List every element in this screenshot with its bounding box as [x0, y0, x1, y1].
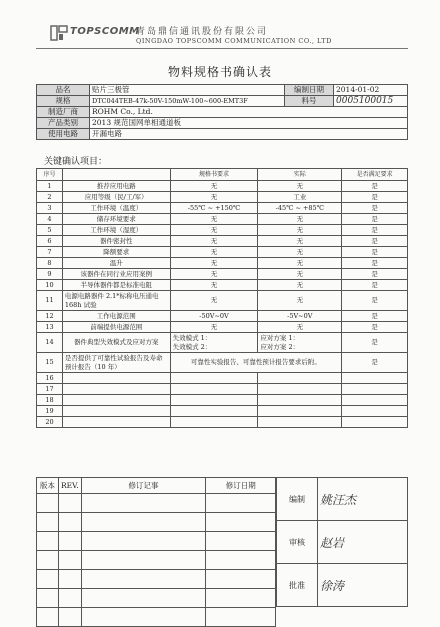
- failure-modes: [170, 333, 258, 353]
- company-name-cn: 青岛鼎信通讯股份有限公司: [136, 27, 269, 37]
- prepare-signature: 姚汪杰: [318, 478, 408, 521]
- row-req: 无: [170, 225, 258, 236]
- revision-col-note: 修订记事: [81, 478, 206, 494]
- row-item: 推荐应用电路: [62, 181, 170, 192]
- info-row-name: [37, 85, 408, 96]
- countermeasures: [258, 333, 342, 353]
- row-meets: 是: [342, 236, 408, 247]
- header-actual: 实际: [258, 169, 342, 181]
- table-row: [37, 247, 408, 258]
- row-req: -55℃ ~ +150℃: [170, 203, 258, 214]
- part-number-value: 0005100015: [334, 96, 408, 107]
- brand-name: TOPSCOMM: [70, 26, 140, 37]
- row-meets: 是: [342, 269, 408, 280]
- row-req: 无: [170, 280, 258, 291]
- row-no: 5: [37, 225, 63, 236]
- sign-row-review: [277, 521, 408, 564]
- approve-label: 批准: [277, 564, 318, 607]
- failure-mode-1: 失效模式 1：: [172, 333, 212, 342]
- spec-value: DTC044TEB-47k-50V-150mW-100~600-EMT3F: [90, 96, 285, 107]
- row-item: 该器件在同行业应用案例: [62, 269, 170, 280]
- product-category-value: 2013 规范国网单相通道板: [90, 118, 408, 129]
- table-row-failure-modes: [37, 333, 408, 353]
- table-row: [37, 258, 408, 269]
- row-req: 无: [170, 192, 258, 203]
- row-meets: 是: [342, 247, 408, 258]
- document-title: 物料规格书确认表: [167, 65, 272, 79]
- row-actual: -45℃ ~ +85℃: [258, 203, 342, 214]
- header-item: [62, 169, 170, 181]
- row-actual: 无: [258, 236, 342, 247]
- table-row-blank: [37, 417, 408, 428]
- table-row: [37, 269, 408, 280]
- countermeasure-2: 应对方案 2：: [260, 342, 300, 351]
- revision-row: [37, 494, 276, 513]
- table-row-blank: [37, 395, 408, 406]
- row-actual: 无: [258, 247, 342, 258]
- info-row-spec: [37, 96, 408, 107]
- row-req: 无: [170, 291, 258, 311]
- circuit-label: 使用电路: [37, 129, 90, 140]
- date-label: 编制日期: [285, 85, 334, 96]
- header-meets: 是否满足要求: [342, 169, 408, 181]
- row-no: 6: [37, 236, 63, 247]
- row-actual: -5V~0V: [258, 311, 342, 322]
- row-meets: 是: [342, 280, 408, 291]
- revision-row: [37, 589, 276, 608]
- table-row: [37, 203, 408, 214]
- name-value: 贴片三极管: [90, 85, 285, 96]
- row-actual: 无: [258, 214, 342, 225]
- countermeasure-1: 应对方案 1：: [260, 333, 300, 342]
- row-actual: 无: [258, 322, 342, 333]
- revision-col-rev: REV.: [58, 478, 81, 494]
- items-header-row: [37, 169, 408, 181]
- table-row: [37, 311, 408, 322]
- row-meets: 是: [342, 353, 408, 373]
- part-number-label: 料号: [285, 96, 334, 107]
- row-meets: 是: [342, 311, 408, 322]
- row-actual: 无: [258, 280, 342, 291]
- row-req: 无: [170, 258, 258, 269]
- row-no: 11: [37, 291, 63, 311]
- revision-header-row: [37, 478, 276, 494]
- table-row-blank: [37, 384, 408, 395]
- company-logo-icon: [50, 24, 68, 42]
- sign-row-prepare: [277, 478, 408, 521]
- table-row: [37, 280, 408, 291]
- revision-row: [37, 532, 276, 551]
- table-row: [37, 181, 408, 192]
- row-no: 18: [37, 395, 63, 406]
- date-value: 2014-01-02: [334, 85, 408, 96]
- row-no: 1: [37, 181, 63, 192]
- table-row: [37, 214, 408, 225]
- info-row-product: [37, 118, 408, 129]
- row-meets: 是: [342, 203, 408, 214]
- row-meets: 是: [342, 192, 408, 203]
- table-row: [37, 192, 408, 203]
- row-no: 13: [37, 322, 63, 333]
- row-no: 14: [37, 333, 63, 353]
- table-row: [37, 225, 408, 236]
- row-item: 是否提供了可靠性试验报告及寿命预计报告（10 年）: [62, 353, 170, 373]
- row-meets: 是: [342, 181, 408, 192]
- row-item: 前端提供电源范围: [62, 322, 170, 333]
- reliability-detail: 可靠性实验报告、可靠性预计报告要求后附。: [170, 353, 342, 373]
- review-label: 审核: [277, 521, 318, 564]
- row-no: 20: [37, 417, 63, 428]
- row-meets: 是: [342, 333, 408, 353]
- row-no: 9: [37, 269, 63, 280]
- row-req: -50V~0V: [170, 311, 258, 322]
- row-item: 应用等级（民/工/军）: [62, 192, 170, 203]
- row-no: 8: [37, 258, 63, 269]
- row-no: 2: [37, 192, 63, 203]
- row-no: 16: [37, 373, 63, 384]
- row-item: 工作环境（温度）: [62, 203, 170, 214]
- row-item: 电源电路器件 2.1*标称电压通电 168h 试验: [62, 291, 170, 311]
- row-no: 17: [37, 384, 63, 395]
- spec-label: 规格: [37, 96, 90, 107]
- signature-table: [276, 477, 408, 607]
- failure-mode-2: 失效模式 2：: [172, 342, 212, 351]
- table-row: [37, 291, 408, 311]
- row-actual: 无: [258, 258, 342, 269]
- header-no: 序号: [37, 169, 63, 181]
- row-req: 无: [170, 181, 258, 192]
- revision-row: [37, 608, 276, 627]
- header-divider: [36, 48, 408, 49]
- table-row: [37, 322, 408, 333]
- row-meets: 是: [342, 291, 408, 311]
- row-item: 工作电源范围: [62, 311, 170, 322]
- row-req: 无: [170, 322, 258, 333]
- revision-row: [37, 551, 276, 570]
- row-meets: 是: [342, 258, 408, 269]
- row-item: 器件密封性: [62, 236, 170, 247]
- row-meets: 是: [342, 225, 408, 236]
- approve-signature: 徐涛: [318, 564, 408, 607]
- section-title: 关键确认项目：: [44, 157, 108, 167]
- product-category-label: 产品类别: [37, 118, 90, 129]
- table-row-blank: [37, 373, 408, 384]
- revision-col-version: 版本: [37, 478, 59, 494]
- row-actual: 无: [258, 291, 342, 311]
- row-no: 10: [37, 280, 63, 291]
- row-no: 3: [37, 203, 63, 214]
- header-requirement: 规格书要求: [170, 169, 258, 181]
- info-row-circuit: [37, 129, 408, 140]
- row-item: 器件典型失效模式及应对方案: [62, 333, 170, 353]
- row-actual: 工业: [258, 192, 342, 203]
- info-row-maker: [37, 107, 408, 118]
- row-actual: 无: [258, 269, 342, 280]
- key-items-table: [36, 168, 408, 428]
- row-actual: 无: [258, 225, 342, 236]
- row-no: 19: [37, 406, 63, 417]
- review-signature: 赵岩: [318, 521, 408, 564]
- table-row: [37, 236, 408, 247]
- row-item: 工作环境（湿度）: [62, 225, 170, 236]
- row-no: 12: [37, 311, 63, 322]
- row-item: 储存环境要求: [62, 214, 170, 225]
- row-actual: 无: [258, 181, 342, 192]
- table-row-reliability: [37, 353, 408, 373]
- company-name-en: QINGDAO TOPSCOMM COMMUNICATION CO., LTD: [136, 37, 332, 45]
- maker-label: 制造厂商: [37, 107, 90, 118]
- prepare-label: 编制: [277, 478, 318, 521]
- revision-row: [37, 513, 276, 532]
- row-req: 无: [170, 269, 258, 280]
- row-req: 无: [170, 247, 258, 258]
- row-item: 降额要求: [62, 247, 170, 258]
- revision-row: [37, 570, 276, 589]
- row-no: 7: [37, 247, 63, 258]
- name-label: 品名: [37, 85, 90, 96]
- sign-row-approve: [277, 564, 408, 607]
- row-meets: 是: [342, 322, 408, 333]
- revision-col-date: 修订日期: [206, 478, 276, 494]
- material-info-table: [36, 84, 408, 140]
- row-req: 无: [170, 214, 258, 225]
- row-item: 温升: [62, 258, 170, 269]
- revision-table: [36, 477, 276, 627]
- row-no: 15: [37, 353, 63, 373]
- row-meets: 是: [342, 214, 408, 225]
- row-req: 无: [170, 236, 258, 247]
- row-item: 半导体器件都是标准电阻: [62, 280, 170, 291]
- row-no: 4: [37, 214, 63, 225]
- maker-value: ROHM Co., Ltd.: [90, 107, 408, 118]
- circuit-value: 开漏电路: [90, 129, 408, 140]
- table-row-blank: [37, 406, 408, 417]
